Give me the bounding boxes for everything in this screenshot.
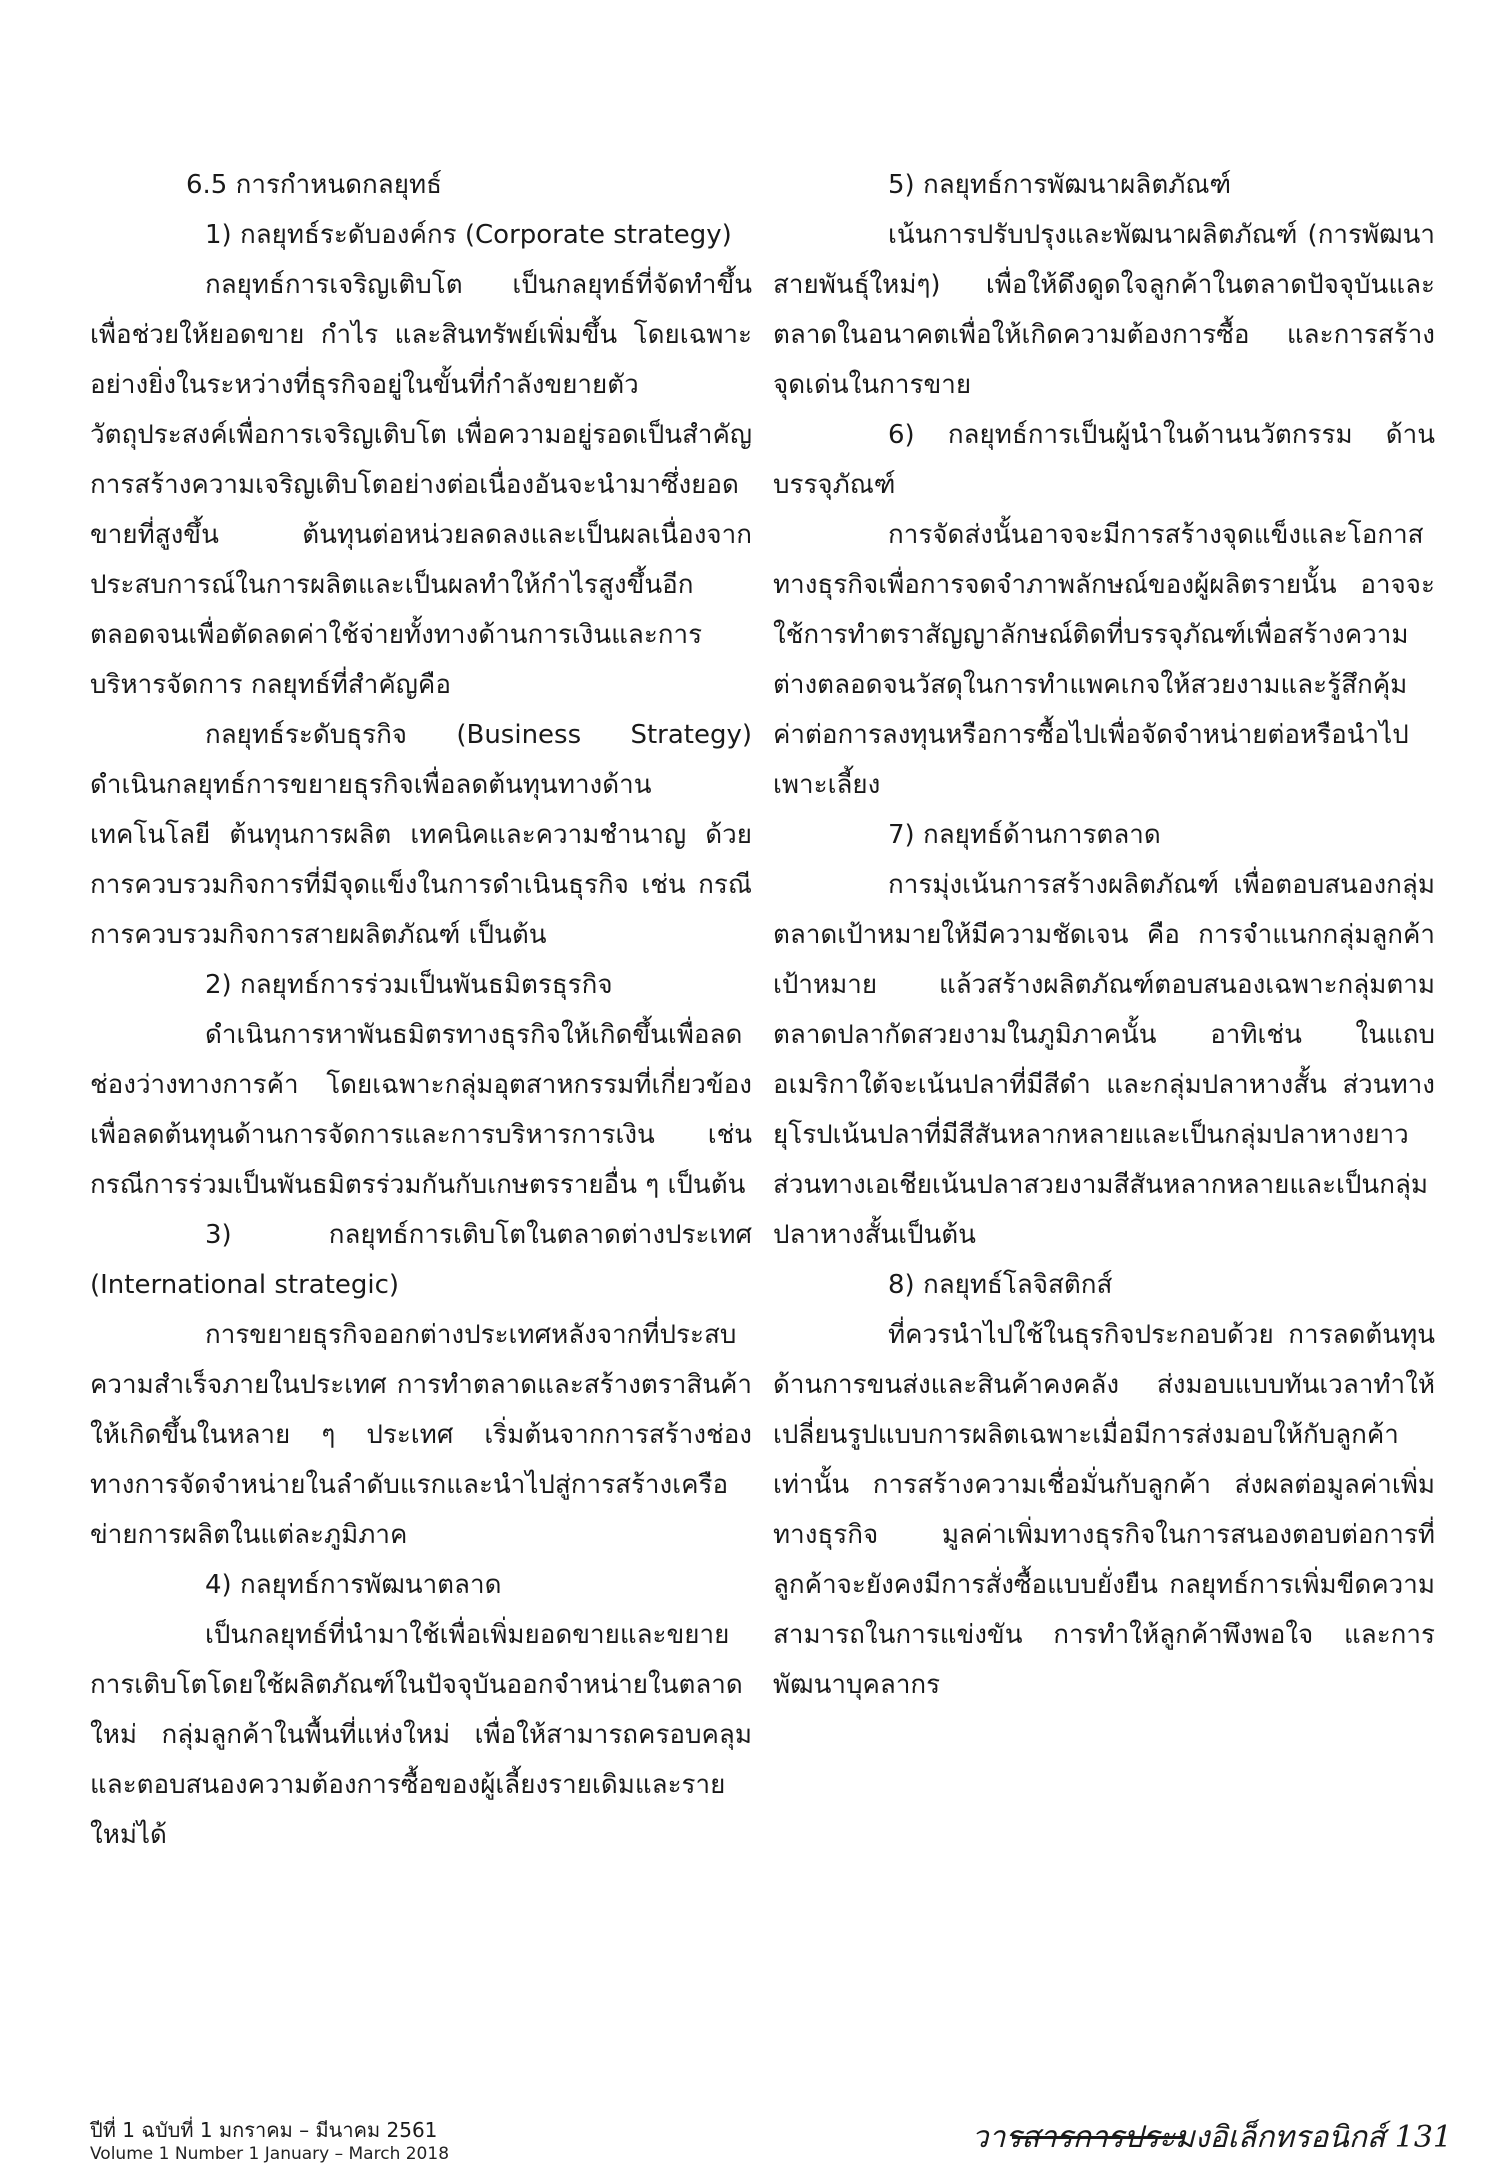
footer-issue-english: Volume 1 Number 1 January – March 2018 bbox=[90, 2144, 450, 2164]
section-heading: 6.5 การกำหนดกลยุทธ์ bbox=[186, 170, 442, 200]
subheading-logistics-strategy: 8) กลยุทธ์โลจิสติกส์ bbox=[888, 1270, 1113, 1300]
subheading-corporate-strategy: 1) กลยุทธ์ระดับองค์กร (Corporate strategy) bbox=[205, 220, 732, 250]
paragraph-marketing: การมุ่งเน้นการสร้างผลิตภัณฑ์ เพื่อตอบสนองกลุ่มตลาดเป้าหมายให้มีความชัดเจน คือ การจำแนกกลุ่มลูกค้าเป้าหมาย แล้วสร้างผลิตภัณฑ์ตอบสนองเฉพาะกลุ่มตามตลาดปลากัดสวยงามในภูมิภาคนั้น อาทิเช่น ในแถบอเมริกาใต้จะเน้นปลาที่มีสีดำ และกลุ่มปลาหางสั้น ส่วนทางยุโรปเน้นปลาที่มีสีสันหลากหลายและเป็นกลุ่มปลาหางยาว ส่วนทางเอเชียเน้นปลาสวยงามสีสันหลากหลายและเป็นกลุ่มปลาหางสั้นเป็นต้น bbox=[773, 870, 1435, 1250]
right-column bbox=[773, 160, 1435, 1710]
paragraph-international: การขยายธุรกิจออกต่างประเทศหลังจากที่ประสบความสำเร็จภายในประเทศ การทำตลาดและสร้างตราสินค้าให้เกิดขึ้นในหลาย ๆ ประเทศ เริ่มต้นจากการสร้างช่องทางการจัดจำหน่ายในลำดับแรกและนำไปสู่การสร้างเครือข่ายการผลิตในแต่ละภูมิภาค bbox=[90, 1320, 752, 1550]
paragraph-alliance: ดำเนินการหาพันธมิตรทางธุรกิจให้เกิดขึ้นเพื่อลดช่องว่างทางการค้า โดยเฉพาะกลุ่มอุตสาหกรรมที่เกี่ยวข้อง เพื่อลดต้นทุนด้านการจัดการและการบริหารการเงิน เช่น กรณีการร่วมเป็นพันธมิตรร่วมกันกับเกษตรรายอื่น ๆ เป็นต้น bbox=[90, 1020, 752, 1200]
paragraph-business-strategy: กลยุทธ์ระดับธุรกิจ (Business Strategy) ดำเนินกลยุทธ์การขยายธุรกิจเพื่อลดต้นทุนทางด้านเทคโนโลยี ต้นทุนการผลิต เทคนิคและความชำนาญ ด้วยการควบรวมกิจการที่มีจุดแข็งในการดำเนินธุรกิจ เช่น กรณีการควบรวมกิจการสายผลิตภัณฑ์ เป็นต้น bbox=[90, 720, 752, 950]
paragraph-product-development: เน้นการปรับปรุงและพัฒนาผลิตภัณฑ์ (การพัฒนาสายพันธุ์ใหม่ๆ) เพื่อให้ดึงดูดใจลูกค้าในตลาดปัจจุบันและตลาดในอนาคตเพื่อให้เกิดความต้องการซื้อ และการสร้างจุดเด่นในการขาย bbox=[773, 220, 1435, 400]
subheading-marketing-strategy: 7) กลยุทธ์ด้านการตลาด bbox=[888, 820, 1161, 850]
footer-journal-title: วารสารการประมงอิเล็กทรอนิกส์ 131 bbox=[971, 2120, 1452, 2155]
paragraph-packaging: การจัดส่งนั้นอาจจะมีการสร้างจุดแข็งและโอกาสทางธุรกิจเพื่อการจดจำภาพลักษณ์ของผู้ผลิตรายนั้น อาจจะใช้การทำตราสัญญาลักษณ์ติดที่บรรจุภัณฑ์เพื่อสร้างความต่างตลอดจนวัสดุในการทำแพคเกจให้สวยงามและรู้สึกคุ้มค่าต่อการลงทุนหรือการซื้อไปเพื่อจัดจำหน่ายต่อหรือนำไปเพาะเลี้ยง bbox=[773, 520, 1435, 800]
subheading-packaging-innovation: 6) กลยุทธ์การเป็นผู้นำในด้านนวัตกรรม ด้านบรรจุภัณฑ์ bbox=[773, 420, 1435, 500]
paragraph-market-development: เป็นกลยุทธ์ที่นำมาใช้เพื่อเพิ่มยอดขายและขยายการเติบโตโดยใช้ผลิตภัณฑ์ในปัจจุบันออกจำหน่ายในตลาดใหม่ กลุ่มลูกค้าในพื้นที่แห่งใหม่ เพื่อให้สามารถครอบคลุมและตอบสนองความต้องการซื้อของผู้เลี้ยงรายเดิมและรายใหม่ได้ bbox=[90, 1620, 752, 1850]
left-column bbox=[90, 160, 752, 1860]
footer-issue-info bbox=[90, 2118, 449, 2166]
subheading-international-strategy: 3) กลยุทธ์การเติบโตในตลาดต่างประเทศ (International strategic) bbox=[90, 1220, 752, 1300]
footer-issue-thai: ปีที่ 1 ฉบับที่ 1 มกราคม – มีนาคม 2561 bbox=[90, 2118, 438, 2142]
paragraph-logistics: ที่ควรนำไปใช้ในธุรกิจประกอบด้วย การลดต้นทุนด้านการขนส่งและสินค้าคงคลัง ส่งมอบแบบทันเวลาทำให้เปลี่ยนรูปแบบการผลิตเฉพาะเมื่อมีการส่งมอบให้กับลูกค้าเท่านั้น การสร้างความเชื่อมั่นกับลูกค้า ส่งผลต่อมูลค่าเพิ่มทางธุรกิจ มูลค่าเพิ่มทางธุรกิจในการสนองตอบต่อการที่ลูกค้าจะยังคงมีการสั่งซื้อแบบยั่งยืน กลยุทธ์การเพิ่มขีดความสามารถในการแข่งขัน การทำให้ลูกค้าพึงพอใจ และการพัฒนาบุคลากร bbox=[773, 1320, 1435, 1700]
subheading-market-development: 4) กลยุทธ์การพัฒนาตลาด bbox=[205, 1570, 502, 1600]
subheading-product-development: 5) กลยุทธ์การพัฒนาผลิตภัณฑ์ bbox=[888, 170, 1232, 200]
subheading-alliance-strategy: 2) กลยุทธ์การร่วมเป็นพันธมิตรธุรกิจ bbox=[205, 970, 613, 1000]
paragraph-growth-strategy: กลยุทธ์การเจริญเติบโต เป็นกลยุทธ์ที่จัดทำขึ้นเพื่อช่วยให้ยอดขาย กำไร และสินทรัพย์เพิ่มขึ้น โดยเฉพาะอย่างยิ่งในระหว่างที่ธุรกิจอยู่ในขั้นที่กำลังขยายตัว วัตถุประสงค์เพื่อการเจริญเติบโต เพื่อความอยู่รอดเป็นสำคัญ การสร้างความเจริญเติบโตอย่างต่อเนื่องอันจะนำมาซึ่งยอดขายที่สูงขึ้น ต้นทุนต่อหน่วยลดลงและเป็นผลเนื่องจากประสบการณ์ในการผลิตและเป็นผลทำให้กำไรสูงขึ้นอีก ตลอดจนเพื่อตัดลดค่าใช้จ่ายทั้งทางด้านการเงินและการบริหารจัดการ กลยุทธ์ที่สำคัญคือ bbox=[90, 270, 752, 700]
